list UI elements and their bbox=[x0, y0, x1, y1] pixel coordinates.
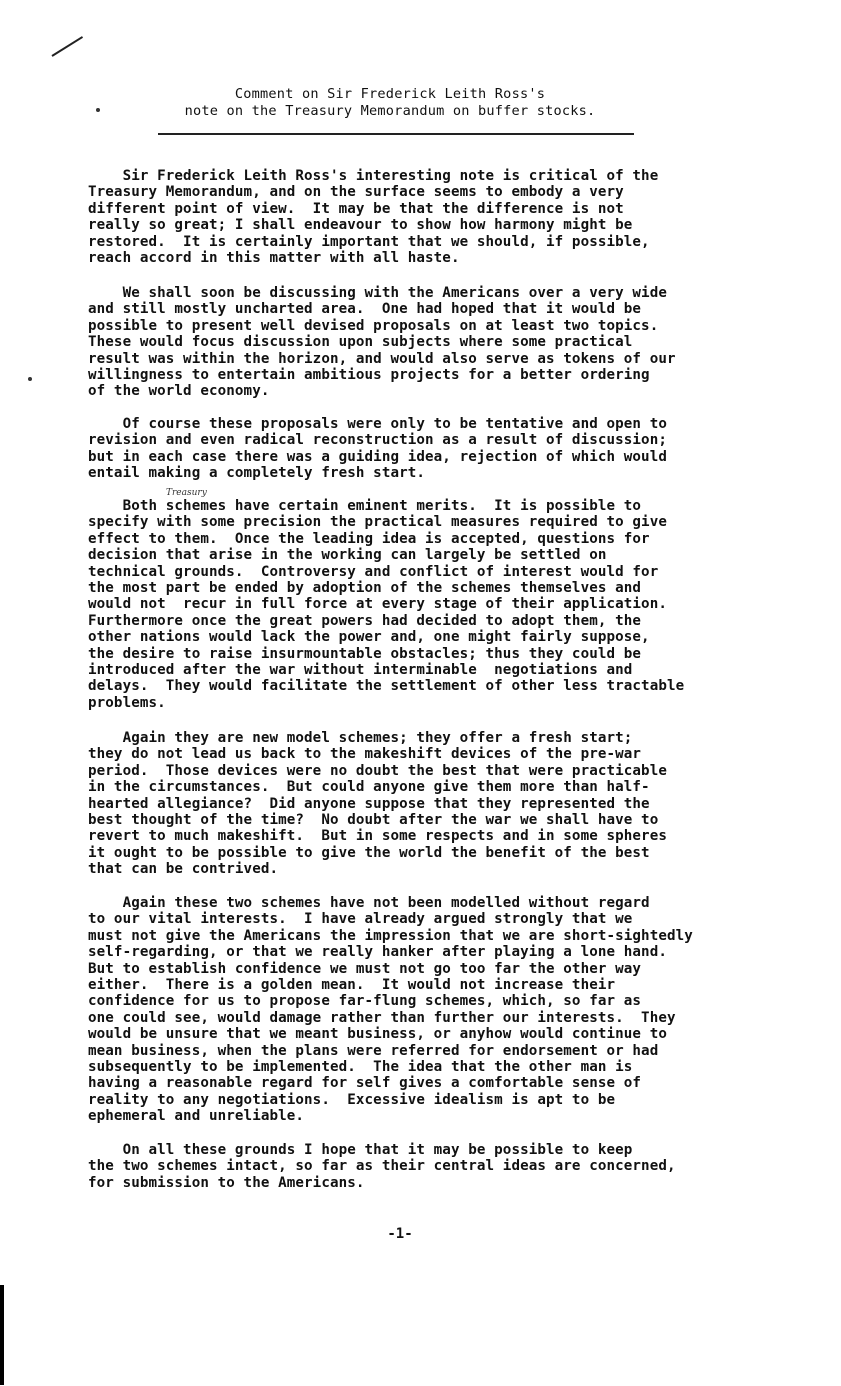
margin-mark bbox=[96, 108, 100, 112]
paragraph-line: self-regarding, or that we really hanker after playing a lone hand. bbox=[88, 944, 667, 961]
paragraph-line: must not give the Americans the impression that we are short-sightedly bbox=[88, 927, 693, 944]
title-underline bbox=[158, 133, 634, 135]
paragraph-line: really so great; I shall endeavour to show how harmony might be bbox=[88, 217, 633, 234]
page-number: -1- bbox=[387, 1226, 413, 1242]
handwritten-annotation: Treasury bbox=[166, 488, 207, 498]
paragraph-line: restored. It is certainly important that we should, if possible, bbox=[88, 233, 650, 250]
paragraph bbox=[88, 416, 778, 482]
paragraph-line: hearted allegiance? Did anyone suppose that they represented the bbox=[88, 795, 650, 812]
paragraph-line: reality to any negotiations. Excessive idealism is apt to be bbox=[88, 1091, 616, 1108]
paragraph-line: Both schemes have certain eminent merits. It is possible to bbox=[88, 498, 642, 514]
paragraph bbox=[88, 895, 778, 1125]
paragraph-line: But to establish confidence we must not go too far the other way bbox=[88, 960, 642, 977]
paragraph-line: the most part be ended by adoption of the schemes themselves and bbox=[88, 580, 642, 597]
paragraph-line: problems. bbox=[88, 694, 166, 711]
paragraph-line: Again these two schemes have not been modelled without regard bbox=[88, 895, 650, 911]
paragraph-line: technical grounds. Controversy and conflict of interest would for bbox=[88, 563, 659, 580]
paragraph-line: introduced after the war without interminable negotiations and bbox=[88, 662, 633, 679]
paragraph-line: they do not lead us back to the makeshift devices of the pre-war bbox=[88, 746, 642, 763]
paragraph-line: effect to them. Once the leading idea is accepted, questions for bbox=[88, 530, 650, 547]
margin-mark bbox=[28, 377, 32, 381]
paragraph-line: Treasury Memorandum, and on the surface seems to embody a very bbox=[88, 184, 624, 201]
paragraph bbox=[88, 168, 778, 266]
document-title bbox=[140, 86, 640, 120]
paragraph-line: Again they are new model schemes; they offer a fresh start; bbox=[88, 730, 633, 746]
paragraph-line: would be unsure that we meant business, or anyhow would continue to bbox=[88, 1026, 667, 1043]
paragraph-line: entail making a completely fresh start. bbox=[88, 465, 426, 482]
paragraph-line: different point of view. It may be that the difference is not bbox=[88, 200, 624, 217]
paragraph-line: to our vital interests. I have already argued strongly that we bbox=[88, 911, 633, 928]
paragraph bbox=[88, 730, 778, 878]
paragraph-line: specify with some precision the practical measures required to give bbox=[88, 514, 667, 531]
paragraph-line: possible to present well devised proposals on at least two topics. bbox=[88, 317, 659, 334]
paragraph-line: On all these grounds I hope that it may be possible to keep bbox=[88, 1142, 633, 1158]
paragraph-line: would not recur in full force at every stage of their application. bbox=[88, 596, 667, 613]
paragraph-line: We shall soon be discussing with the Americans over a very wide bbox=[88, 285, 667, 301]
paragraph-line: having a reasonable regard for self gives a comfortable sense of bbox=[88, 1075, 642, 1092]
paragraph-line: Furthermore once the great powers had decided to adopt them, the bbox=[88, 612, 642, 629]
title-line-2: note on the Treasury Memorandum on buffer stocks. bbox=[184, 103, 596, 119]
paragraph bbox=[88, 285, 778, 400]
paragraph-line: result was within the horizon, and would also serve as tokens of our bbox=[88, 350, 676, 367]
paragraph-line: it ought to be possible to give the world the benefit of the best bbox=[88, 844, 650, 861]
paragraph-line: subsequently to be implemented. The idea that the other man is bbox=[88, 1059, 633, 1076]
paragraph-line: and still mostly uncharted area. One had hoped that it would be bbox=[88, 301, 642, 318]
paragraph-line: period. Those devices were no doubt the best that were practicable bbox=[88, 762, 667, 779]
paragraph bbox=[88, 498, 778, 711]
paragraph-line: but in each case there was a guiding idea, rejection of which would bbox=[88, 448, 667, 465]
paragraph-line: willingness to entertain ambitious projects for a better ordering bbox=[88, 367, 650, 384]
paragraph-line: that can be contrived. bbox=[88, 861, 279, 878]
paragraph-line: reach accord in this matter with all haste. bbox=[88, 250, 460, 267]
paragraph-line: one could see, would damage rather than further our interests. They bbox=[88, 1009, 676, 1026]
pen-mark bbox=[51, 36, 83, 57]
paragraph-line: delays. They would facilitate the settlement of other less tractable bbox=[88, 678, 685, 695]
paragraph-line: confidence for us to propose far-flung schemes, which, so far as bbox=[88, 993, 642, 1010]
title-line-1: Comment on Sir Frederick Leith Ross's bbox=[234, 86, 546, 102]
paragraph-line: revision and even radical reconstruction as a result of discussion; bbox=[88, 432, 667, 449]
paragraph-line: Sir Frederick Leith Ross's interesting note is critical of the bbox=[88, 168, 659, 184]
paragraph-line: mean business, when the plans were referred for endorsement or had bbox=[88, 1042, 659, 1059]
paragraph-line: of the world economy. bbox=[88, 383, 270, 400]
paragraph-line: Of course these proposals were only to be tentative and open to bbox=[88, 416, 667, 432]
scan-edge-bar bbox=[0, 1285, 4, 1385]
paragraph-line: decision that arise in the working can largely be settled on bbox=[88, 547, 607, 564]
paragraph-line: revert to much makeshift. But in some respects and in some spheres bbox=[88, 828, 667, 845]
paragraph-line: the desire to raise insurmountable obstacles; thus they could be bbox=[88, 645, 642, 662]
paragraph-line: the two schemes intact, so far as their central ideas are concerned, bbox=[88, 1158, 676, 1175]
paragraph-line: other nations would lack the power and, one might fairly suppose, bbox=[88, 629, 650, 646]
paragraph-line: These would focus discussion upon subjects where some practical bbox=[88, 334, 633, 351]
paragraph-line: best thought of the time? No doubt after the war we shall have to bbox=[88, 812, 659, 829]
paragraph-line: for submission to the Americans. bbox=[88, 1174, 365, 1191]
paragraph-line: ephemeral and unreliable. bbox=[88, 1108, 305, 1125]
paragraph-line: in the circumstances. But could anyone give them more than half- bbox=[88, 779, 650, 796]
paragraph-line: either. There is a golden mean. It would not increase their bbox=[88, 977, 616, 994]
paragraph bbox=[88, 1142, 778, 1191]
